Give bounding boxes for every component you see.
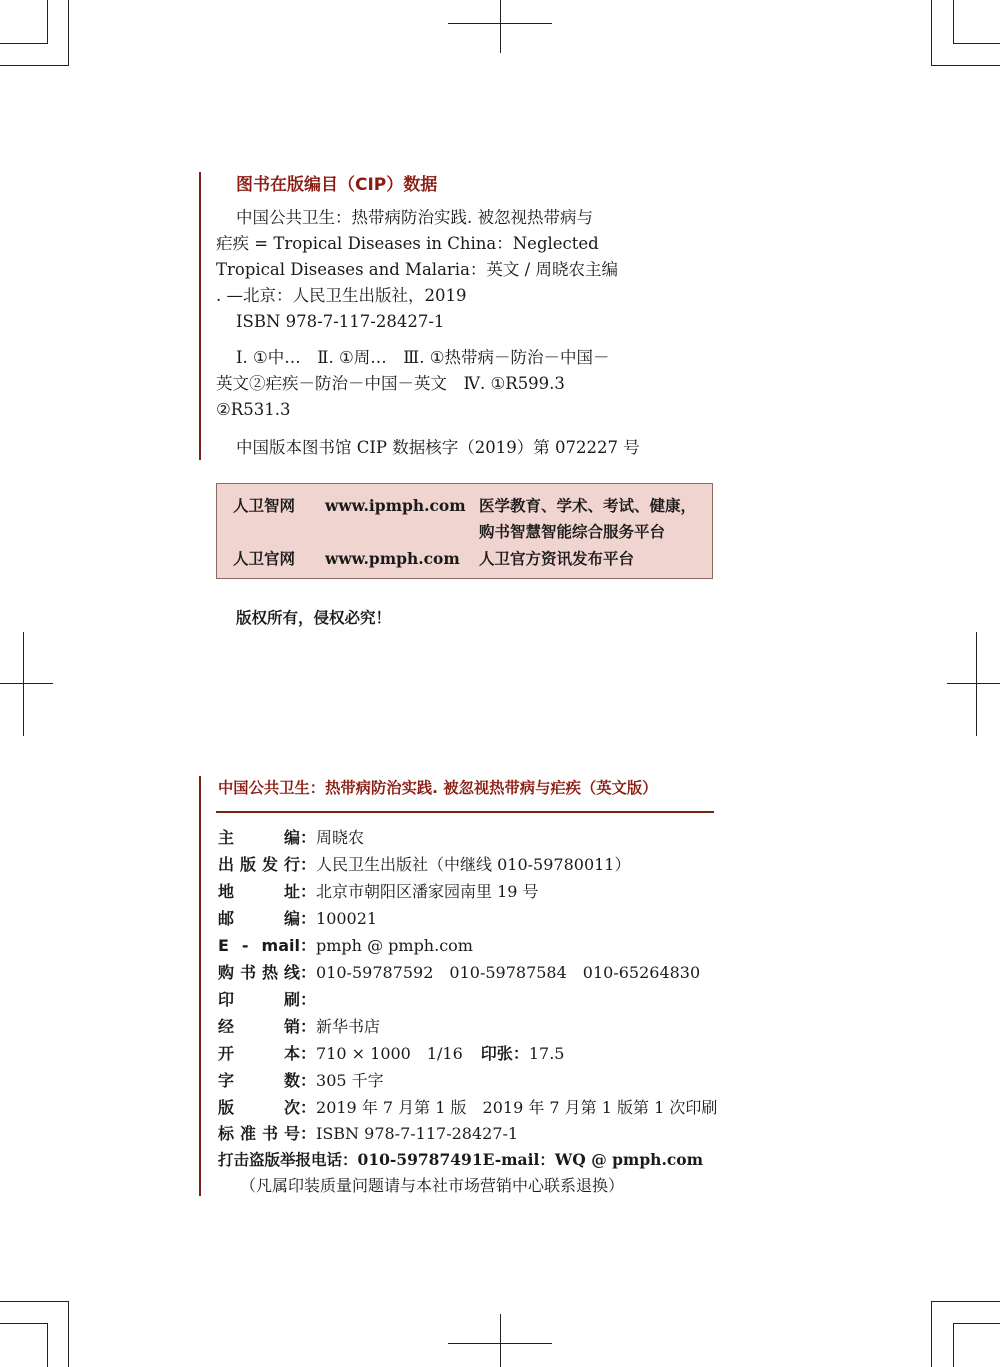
detail-row: 版次：2019 年 7 月第 1 版 2019 年 7 月第 1 版第 1 次印刷 (218, 1096, 717, 1120)
cip-classification: Ⅰ. ①中… Ⅱ. ①周… Ⅲ. ①热带病－防治－中国－ (236, 348, 610, 367)
detail-extra-label: 印张 (480, 1044, 513, 1063)
detail-value: ISBN 978-7-117-28427-1 (316, 1124, 519, 1143)
detail-row: 字数：305 千字 (218, 1069, 384, 1093)
detail-label: 字数 (218, 1071, 300, 1090)
piracy-label: 打击盗版举报电话 (218, 1151, 343, 1169)
detail-value: 710 × 1000 1/16 (316, 1044, 463, 1063)
quality-note: （凡属印装质量问题请与本社市场营销中心联系退换） (240, 1176, 625, 1195)
website-name: 人卫智网 (233, 497, 296, 515)
detail-label: 邮编 (218, 909, 300, 928)
cip-line: 中国公共卫生：热带病防治实践. 被忽视热带病与 (236, 208, 593, 227)
detail-value: 010-59787592 010-59787584 010-65264830 (316, 963, 701, 982)
detail-label: 标准书号 (218, 1124, 300, 1143)
website-description: 购书智慧智能综合服务平台 (479, 523, 666, 541)
detail-row: E - mail：pmph @ pmph.com (218, 934, 473, 958)
cip-vertical-rule (199, 172, 201, 460)
detail-row: 标准书号：ISBN 978-7-117-28427-1 (218, 1122, 518, 1146)
website-name: 人卫官网 (233, 550, 296, 568)
website-description: 人卫官方资讯发布平台 (479, 550, 635, 568)
detail-value: 新华书店 (316, 1017, 381, 1036)
detail-row: 印刷： (218, 988, 316, 1012)
detail-label: 主编 (218, 828, 300, 847)
detail-value: 人民卫生出版社（中继线 010-59780011） (316, 855, 631, 874)
detail-row: 地址：北京市朝阳区潘家园南里 19 号 (218, 880, 539, 904)
cip-line: Tropical Diseases and Malaria：英文 / 周晓农主编 (216, 260, 618, 279)
piracy-email-label: E-mail (482, 1150, 540, 1169)
website-url[interactable]: www.pmph.com (325, 549, 460, 568)
detail-row: 开本：710 × 1000 1/16 印张：17.5 (218, 1042, 564, 1066)
detail-row: 购书热线：010-59787592 010-59787584 010-65264830 (218, 961, 700, 985)
piracy-report: 打击盗版举报电话：010-59787491E-mail：WQ @ pmph.com (218, 1150, 704, 1169)
cip-line: . —北京：人民卫生出版社，2019 (216, 286, 467, 305)
detail-value: 100021 (316, 909, 378, 928)
cip-heading: 图书在版编目（CIP）数据 (236, 175, 438, 195)
book-title: 中国公共卫生：热带病防治实践. 被忽视热带病与疟疾（英文版） (218, 779, 658, 797)
cip-classification: 英文②疟疾－防治－中国－英文 Ⅳ. ①R599.3 (216, 374, 565, 393)
website-info-box (216, 483, 713, 579)
detail-row: 经销：新华书店 (218, 1015, 380, 1039)
piracy-email[interactable]: WQ @ pmph.com (554, 1150, 704, 1169)
cip-record-number: 中国版本图书馆 CIP 数据核字（2019）第 072227 号 (236, 438, 640, 457)
email-value[interactable]: pmph @ pmph.com (316, 936, 473, 955)
piracy-phone: 010-59787491 (357, 1150, 483, 1169)
copyright-notice: 版权所有，侵权必究！ (236, 609, 392, 627)
detail-row: 出版发行：人民卫生出版社（中继线 010-59780011） (218, 853, 631, 877)
website-url[interactable]: www.ipmph.com (325, 496, 466, 515)
detail-label: 出版发行 (218, 855, 300, 874)
detail-label: 购书热线 (218, 963, 300, 982)
detail-row: 主编：周晓农 (218, 826, 364, 850)
imprint-vertical-rule (199, 776, 201, 1196)
cip-line: 疟疾 = Tropical Diseases in China：Neglected (216, 234, 599, 253)
detail-label: E - mail (218, 936, 300, 955)
detail-label: 经销 (218, 1017, 300, 1036)
website-description: 医学教育、学术、考试、健康， (479, 497, 697, 515)
detail-value: 北京市朝阳区潘家园南里 19 号 (316, 882, 539, 901)
detail-value: 周晓农 (316, 828, 365, 847)
detail-value: 305 千字 (316, 1071, 384, 1090)
cip-isbn: ISBN 978-7-117-28427-1 (236, 312, 445, 331)
detail-label: 印刷 (218, 990, 300, 1009)
detail-row: 邮编：100021 (218, 907, 377, 931)
detail-label: 版次 (218, 1098, 300, 1117)
detail-value: 2019 年 7 月第 1 版 2019 年 7 月第 1 版第 1 次印刷 (316, 1098, 718, 1117)
detail-label: 开本 (218, 1044, 300, 1063)
cip-classification: ②R531.3 (216, 400, 291, 419)
title-divider (216, 811, 714, 813)
detail-label: 地址 (218, 882, 300, 901)
detail-extra-value: 17.5 (528, 1044, 565, 1063)
